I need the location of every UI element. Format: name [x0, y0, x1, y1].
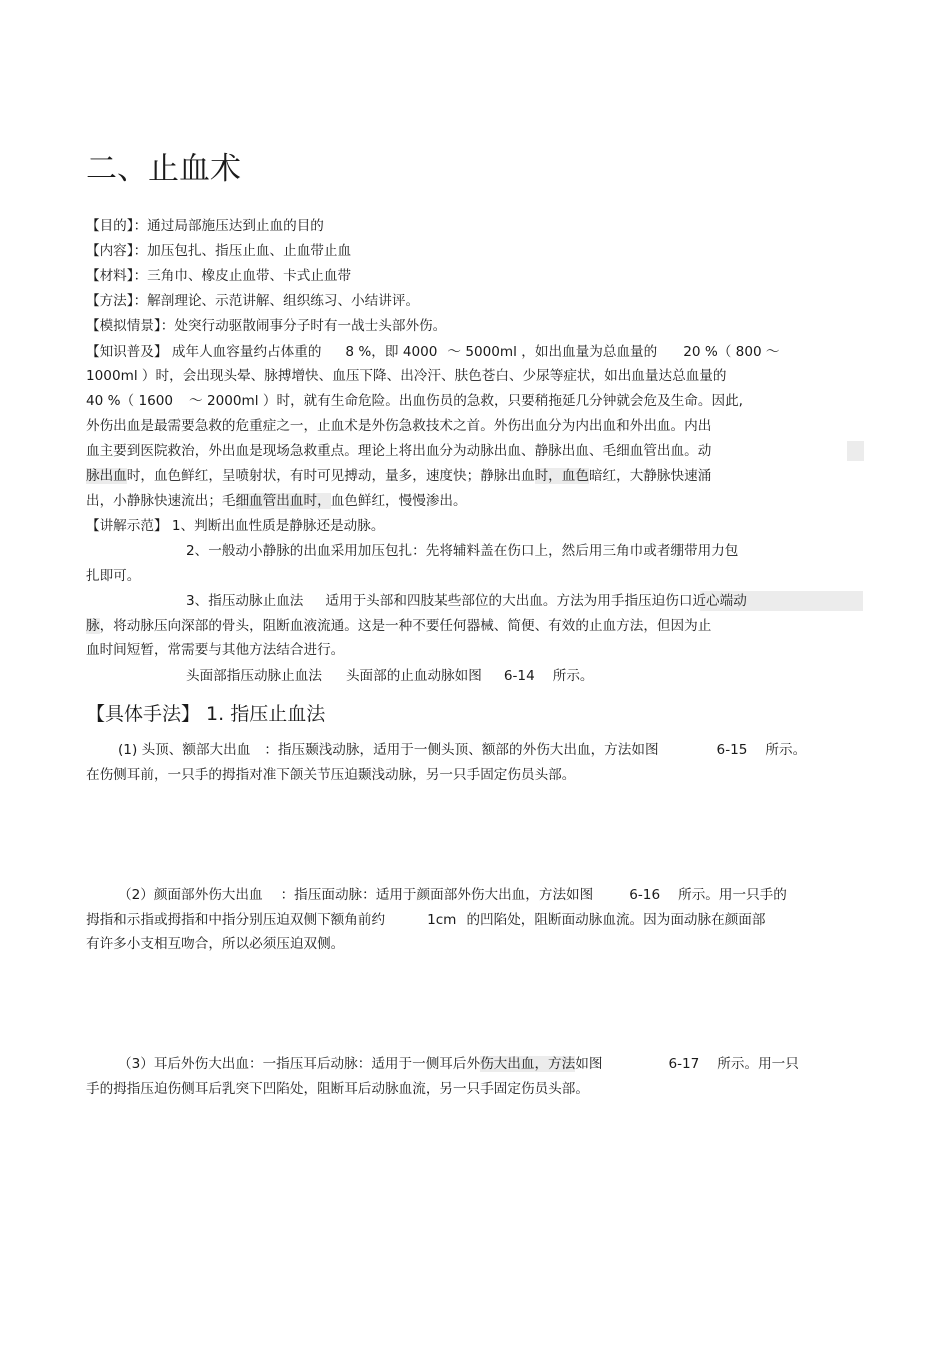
para-text: 拇指和示指或拇指和中指分别压迫双侧下额角前约: [86, 912, 386, 928]
para2-line-3: 有许多小支相互吻合，所以必须压迫双侧。: [86, 936, 345, 952]
demo-text: 所示。: [552, 668, 594, 684]
knowledge-text: 时，血色鲜红，呈喷射状，有时可见搏动，量多，速度快；静脉出血: [126, 468, 535, 484]
knowledge-text: 【知识普及】 成年人血容量约占体重的: [86, 344, 322, 360]
knowledge-line-7: [86, 492, 467, 510]
highlighted-text: 伤大出血，方法: [480, 1056, 576, 1072]
para1-line-1: [118, 741, 806, 759]
demo-text: ，将动脉压向深部的骨头，阻断血液流通。这是一种不要任何器械、简便、有效的止血方法，但因为止: [99, 618, 712, 634]
knowledge-text: 40 %（ 1600: [86, 393, 174, 409]
demo-text: 头面部指压动脉止血法: [186, 668, 322, 684]
highlighted-text: 脉出血: [86, 468, 127, 484]
knowledge-line-5: 血主要到医院救治，外出血是现场急救重点。理论上将出血分为动脉出血、静脉出血、毛细血管出血。动: [86, 443, 712, 459]
knowledge-text: 8 %，即 4000: [345, 344, 438, 360]
para-text: (1) 头顶、额部大出血: [118, 742, 251, 758]
demo-line-1: 【讲解示范】 1、判断出血性质是静脉还是动脉。: [86, 518, 385, 534]
knowledge-line-3: [86, 392, 743, 410]
para-text: 如图: [575, 1056, 603, 1072]
demo-line-3: 扎即可。: [86, 568, 141, 584]
para-text: 1cm: [427, 912, 457, 928]
para-text: （2）颜面部外伤大出血: [118, 887, 263, 903]
knowledge-text: ～ 2000ml ）时，就有生命危险。出血伤员的急救，只要稍拖延几分钟就会危及生命。因此,: [189, 393, 743, 409]
demo-line-6: 血时间短暂，常需要与其他方法结合进行。: [86, 642, 345, 658]
knowledge-text: 血色鲜红，慢慢渗出。: [330, 493, 467, 509]
demo-line-5: [86, 617, 711, 635]
section-heading: 【具体手法】 1. 指压止血法: [86, 703, 326, 725]
para1-line-2: 在伤侧耳前，一只手的拇指对准下颌关节压迫颞浅动脉，另一只手固定伤员头部。: [86, 767, 576, 783]
knowledge-text: 出，小静脉快速流出；毛: [86, 493, 236, 509]
para3-line-1: [118, 1055, 799, 1073]
demo-text: 适用于头部和四肢某些部位的大出血。方法为用手指压迫伤口近心端动: [325, 593, 747, 609]
demo-text: 3、指压动脉止血法: [186, 593, 304, 609]
demo-text: 头面部的止血动脉如图: [345, 668, 482, 684]
knowledge-text: ～ 5000ml ，如出血量为总血量的: [447, 344, 658, 360]
knowledge-line-6: [86, 467, 711, 485]
scenario-line: 【模拟情景】：处突行动驱散闹事分子时有一战士头部外伤。: [86, 318, 447, 334]
knowledge-line-4: 外伤出血是最需要急救的危重症之一，止血术是外伤急救技术之首。外伤出血分为内出血和外出血。内出: [86, 418, 712, 434]
para-text: ：指压颞浅动脉，适用于一侧头顶、额部的外伤大出血，方法如图: [264, 742, 659, 758]
figure-ref: 6-16: [629, 887, 661, 903]
objective-line: 【目的】：通过局部施压达到止血的目的: [86, 218, 324, 234]
knowledge-text: 暗红，大静脉快速涌: [588, 468, 712, 484]
materials-line: 【材料】：三角巾、橡皮止血带、卡式止血带: [86, 268, 352, 284]
highlighted-text: 时，血色: [534, 468, 589, 484]
knowledge-line-1: [86, 343, 780, 361]
highlighted-text: 细血管出血时，: [235, 493, 331, 509]
para-text: 所示。用一只手的: [678, 887, 787, 903]
para2-line-1: [118, 886, 787, 904]
para-text: 所示。: [765, 742, 807, 758]
demo-line-7: [186, 667, 594, 685]
demo-line-4: [186, 592, 747, 610]
para-text: 所示。用一只: [717, 1056, 799, 1072]
highlight-mark: [847, 441, 864, 461]
figure-ref: 6-14: [503, 668, 535, 684]
highlighted-text: 脉: [86, 618, 100, 634]
knowledge-line-2: 1000ml ）时，会出现头晕、脉搏增快、血压下降、出冷汗、肤色苍白、少尿等症状，如出血量达总血量的: [86, 368, 727, 384]
page-title: 二、止血术: [86, 151, 241, 187]
figure-ref: 6-17: [668, 1056, 700, 1072]
para-text: （3）耳后外伤大出血：一指压耳后动脉：适用于一侧耳后外: [118, 1056, 481, 1072]
figure-ref: 6-15: [716, 742, 748, 758]
method-line: 【方法】：解剖理论、示范讲解、组织练习、小结讲评。: [86, 293, 420, 309]
para2-line-2: [86, 911, 766, 929]
knowledge-text: 20 %（ 800 ～: [683, 344, 780, 360]
para-text: 的凹陷处，阻断面动脉血流。因为面动脉在颜面部: [466, 912, 766, 928]
para3-line-2: 手的拇指压迫伤侧耳后乳突下凹陷处，阻断耳后动脉血流，另一只手固定伤员头部。: [86, 1081, 589, 1097]
demo-line-2: 2、一般动小静脉的出血采用加压包扎：先将辅料盖在伤口上，然后用三角巾或者绷带用力包: [186, 543, 739, 559]
para-text: ：指压面动脉：适用于颜面部外伤大出血，方法如图: [280, 887, 594, 903]
content-line: 【内容】：加压包扎、指压止血、止血带止血: [86, 243, 352, 259]
